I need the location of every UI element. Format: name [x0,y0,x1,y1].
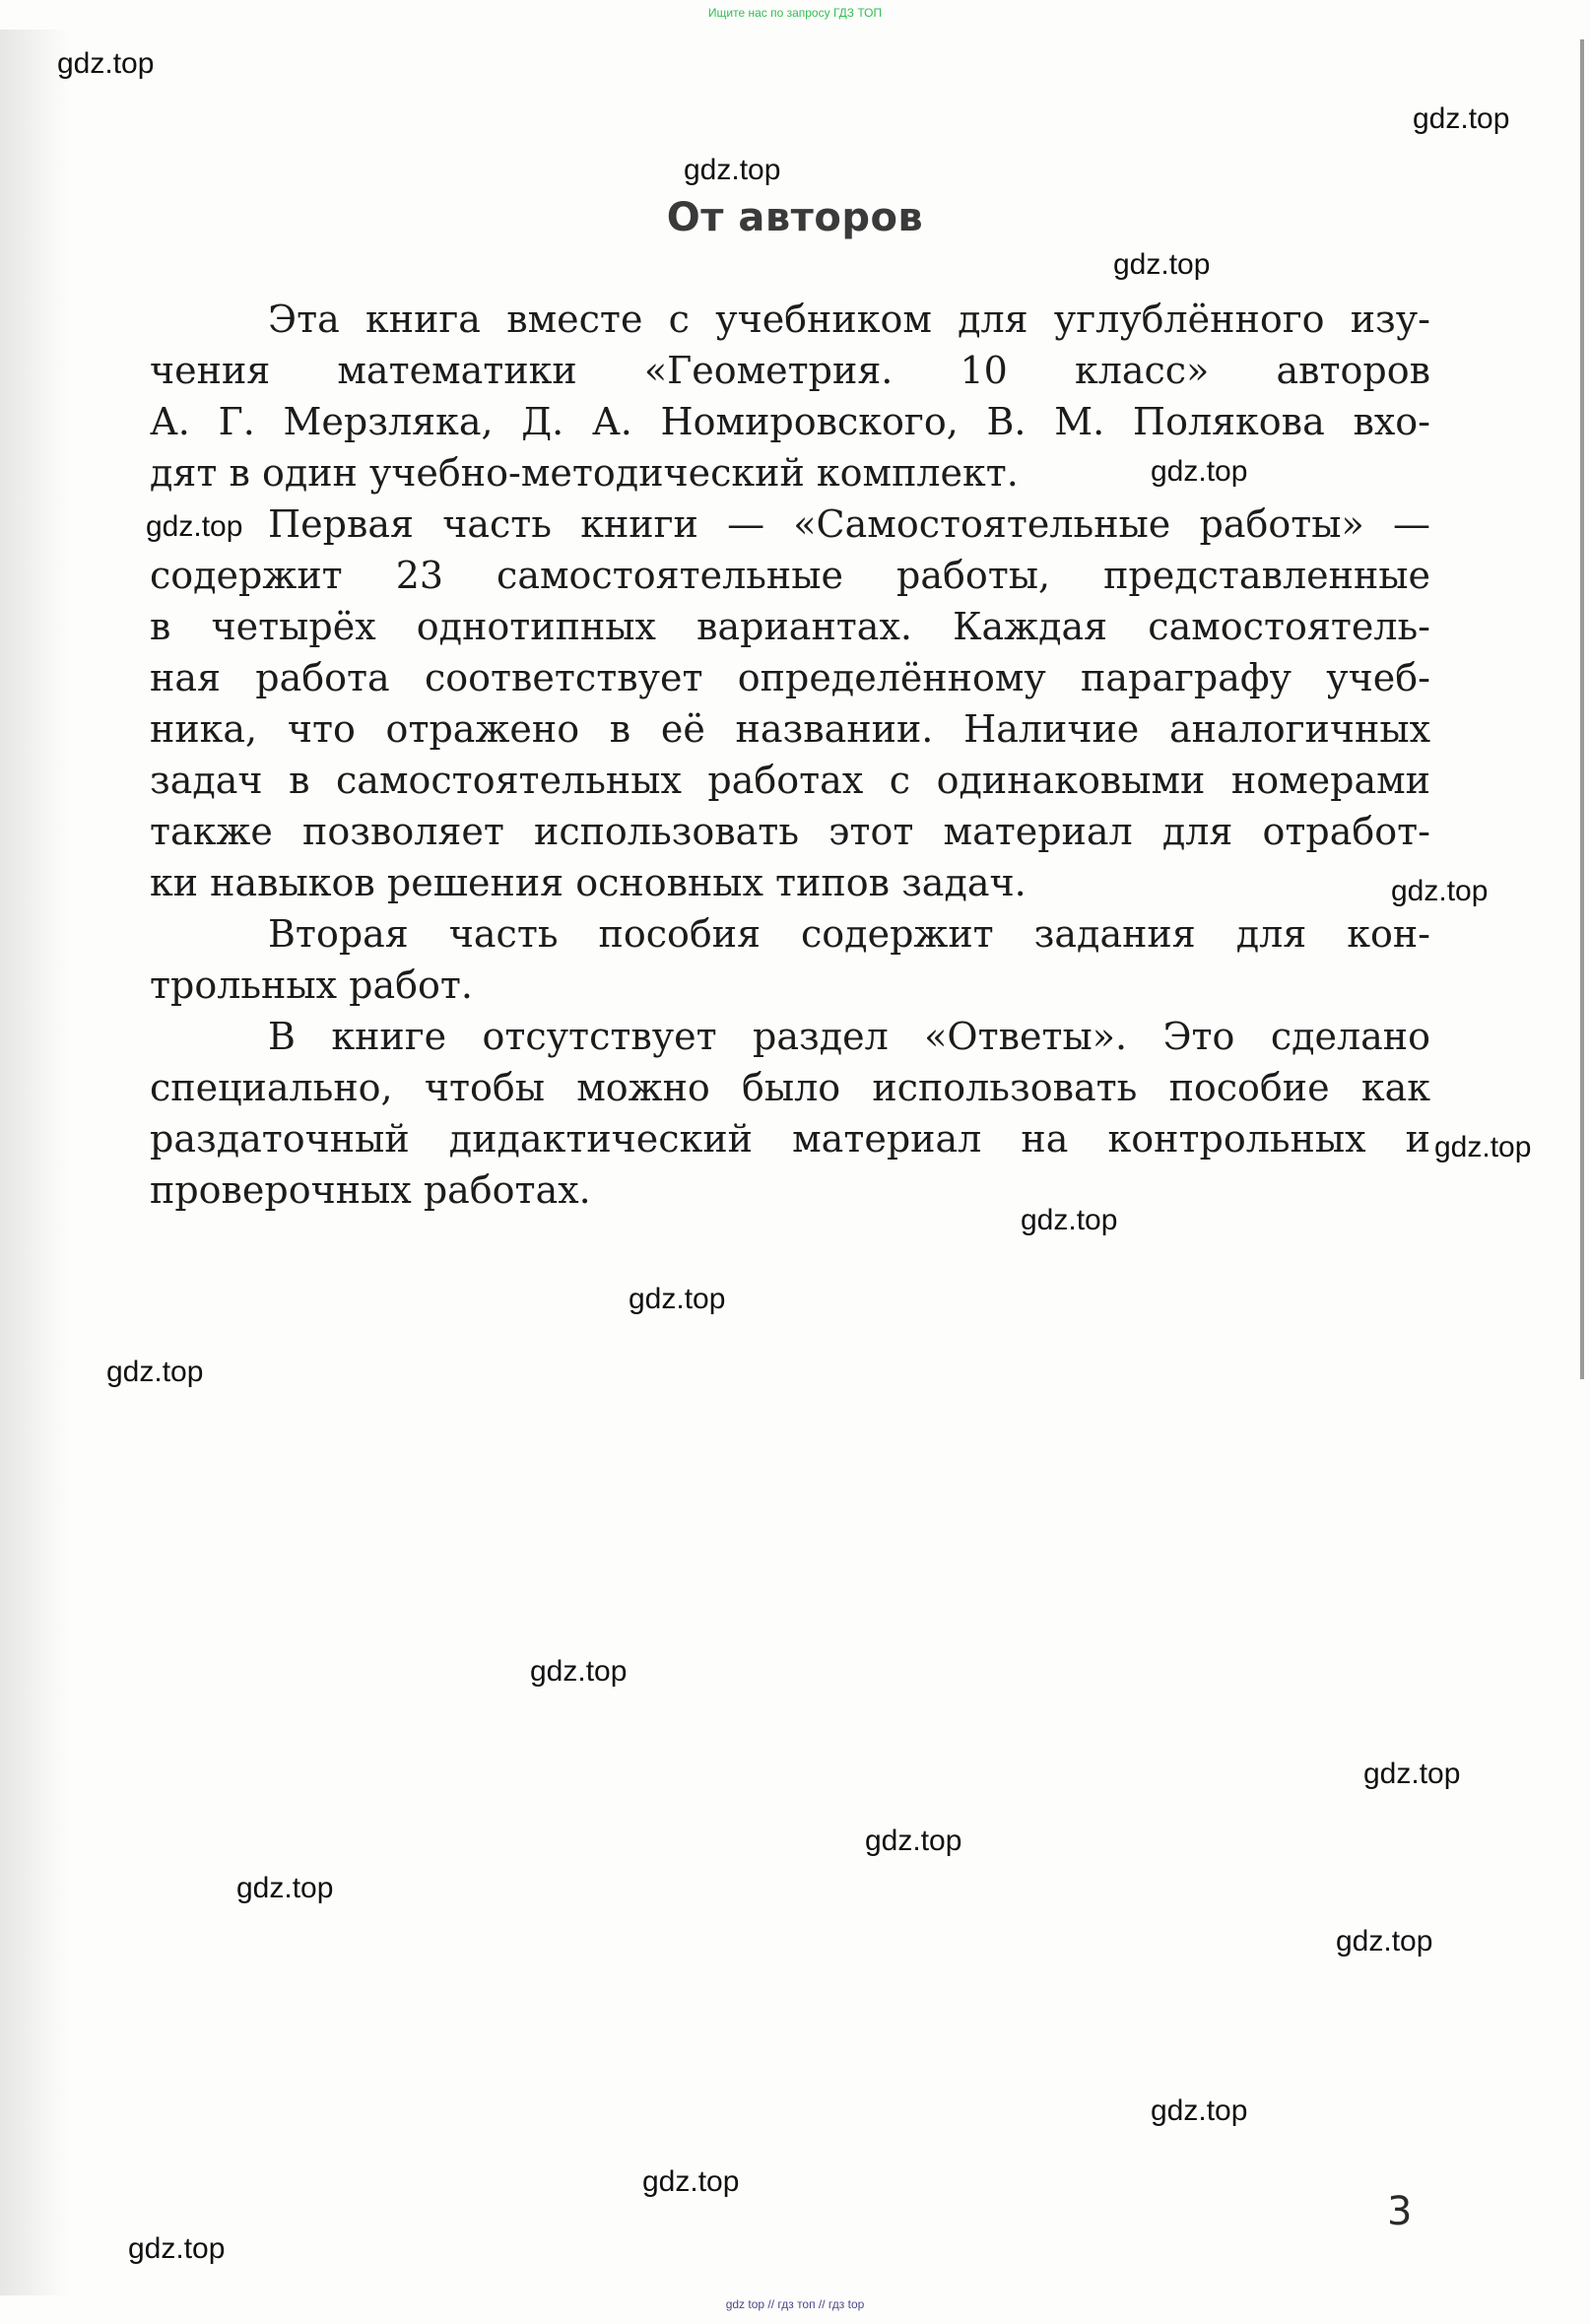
text-line: ная работа соответствует определённому параграфу учеб- [150,656,1430,699]
text-line: Вторая часть пособия содержит задания для кон- [268,912,1430,956]
text-line: дят в один учебно-методический комплект. [150,451,1019,495]
page-edge [1580,39,1584,1379]
text-line: ки навыков решения основных типов задач. [150,861,1027,904]
bottom-banner[interactable]: gdz top // гдз топ // гдз top [725,2297,865,2311]
watermark: gdz.top [1391,875,1489,907]
watermark: gdz.top [146,510,243,543]
text-line: ника, что отражено в её названии. Наличие аналогичных [150,707,1430,751]
page-shadow [0,30,69,2295]
text-line: трольных работ. [150,963,473,1007]
text-line: специально, чтобы можно было использовать пособие как [150,1066,1430,1109]
text-line: В книге отсутствует раздел «Ответы». Это сделано [268,1015,1430,1058]
top-banner[interactable]: Ищите нас по запросу ГДЗ ТОП [707,6,883,20]
watermark: gdz.top [642,2165,740,2198]
text-line: проверочных работах. [150,1168,591,1212]
watermark: gdz.top [629,1283,726,1315]
watermark: gdz.top [57,47,155,80]
text-line: А. Г. Мерзляка, Д. А. Номировского, В. М. Полякова вхо- [150,400,1430,443]
watermark: gdz.top [684,154,781,186]
watermark: gdz.top [865,1825,962,1857]
watermark: gdz.top [1113,248,1211,281]
body-text [150,294,1430,1216]
watermark: gdz.top [1021,1204,1118,1236]
watermark: gdz.top [236,1872,334,1904]
watermark: gdz.top [1363,1758,1461,1790]
text-line: Первая часть книги — «Самостоятельные работы» — [268,502,1430,546]
text-line: в четырёх однотипных вариантах. Каждая самостоятель- [150,605,1430,648]
watermark: gdz.top [1151,455,1248,488]
text-line: Эта книга вместе с учебником для углублённого изу- [268,298,1430,341]
page-number: 3 [1387,2189,1413,2234]
watermark: gdz.top [1434,1131,1532,1163]
text-line: содержит 23 самостоятельные работы, представленные [150,554,1430,597]
text-line: также позволяет использовать этот материал для отработ- [150,810,1430,853]
watermark: gdz.top [1413,102,1510,135]
watermark: gdz.top [530,1655,628,1688]
text-line: чения математики «Геометрия. 10 класс» авторов [150,349,1430,392]
text-line: задач в самостоятельных работах с одинаковыми номерами [150,759,1430,802]
watermark: gdz.top [1151,2094,1248,2127]
watermark: gdz.top [128,2232,226,2265]
watermark: gdz.top [106,1356,204,1388]
text-line: раздаточный дидактический материал на контрольных и [150,1117,1430,1161]
page-title: От авторов [666,195,924,240]
watermark: gdz.top [1336,1925,1433,1958]
